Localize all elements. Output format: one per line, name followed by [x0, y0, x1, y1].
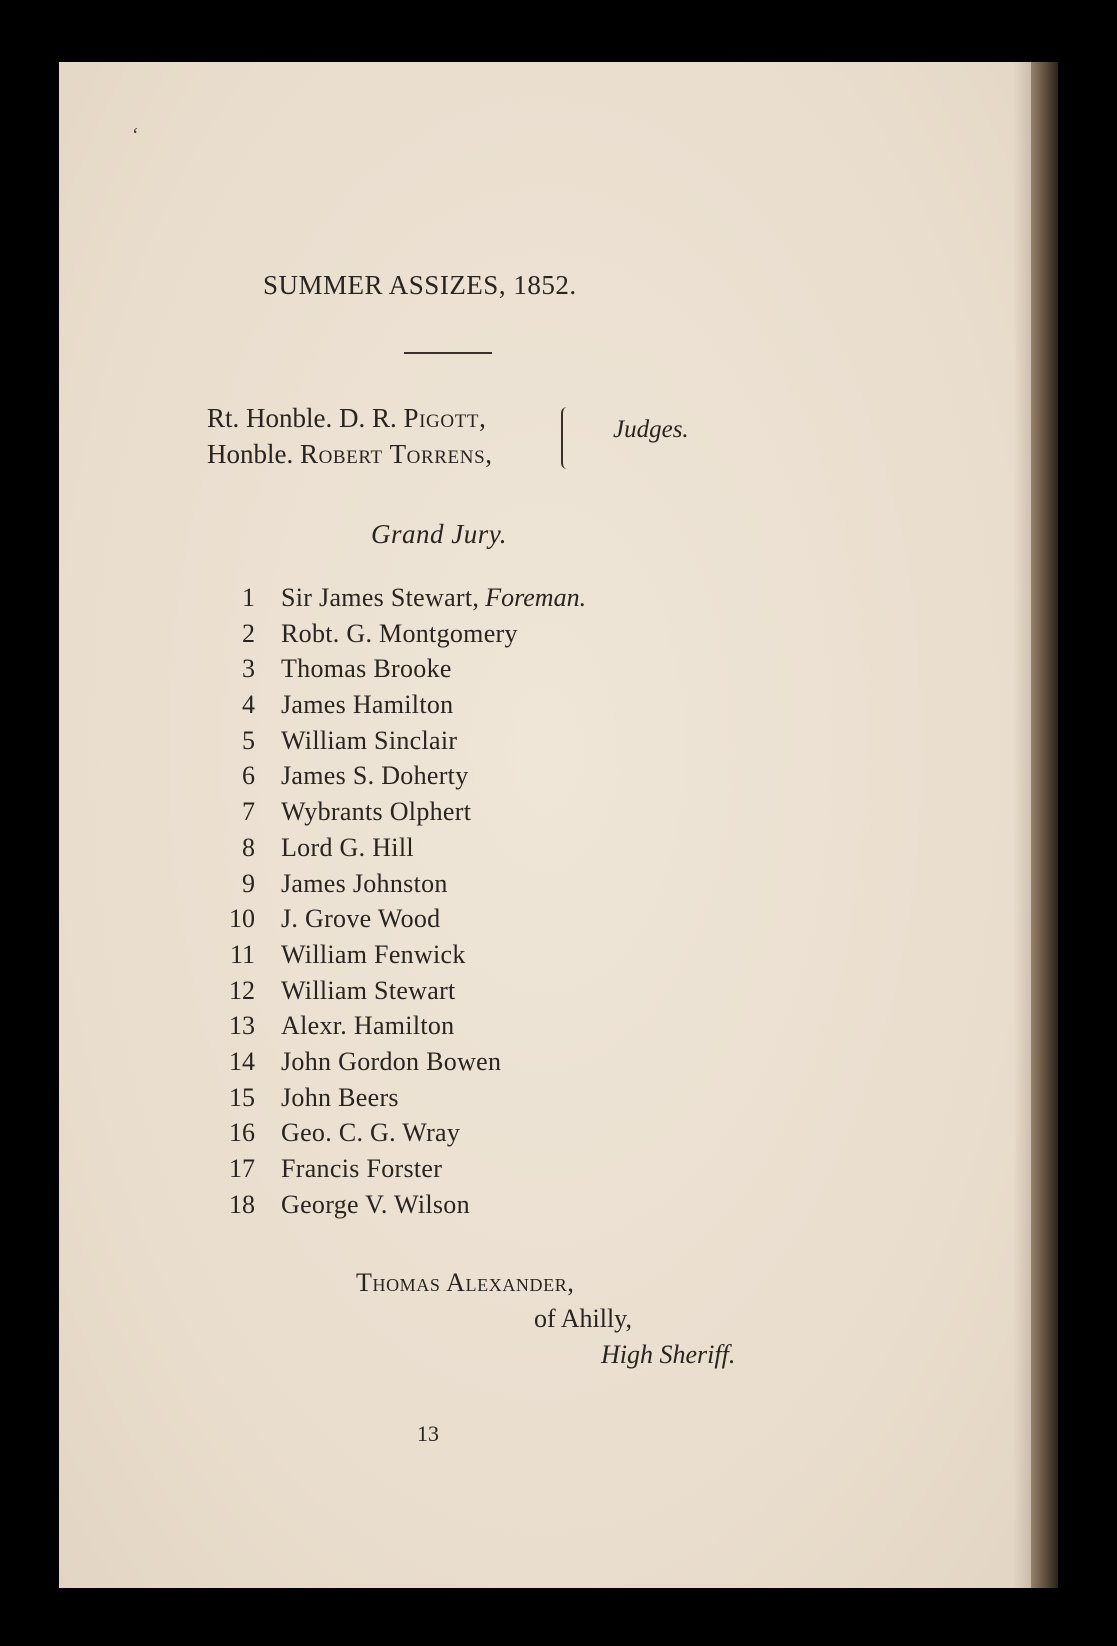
judges-brace	[561, 407, 575, 469]
judge-2	[207, 436, 493, 472]
list-item	[219, 1118, 586, 1154]
page-number: 13	[417, 1421, 439, 1446]
page-title: SUMMER ASSIZES, 1852.	[263, 270, 577, 300]
juror-name: John Gordon Bowen	[281, 1046, 502, 1076]
juror-number: 13	[229, 1011, 255, 1041]
sheriff-place: of Ahilly,	[534, 1304, 632, 1333]
judge-2-name: Robert Torrens,	[299, 439, 493, 469]
juror-number: 18	[229, 1189, 255, 1219]
juror-name: Wybrants Olphert	[281, 797, 472, 827]
list-item	[219, 1190, 586, 1226]
list-item	[219, 904, 586, 940]
juror-name: Robt. G. Montgomery	[281, 618, 518, 648]
juror-name: William Sinclair	[281, 725, 458, 755]
list-item	[219, 1083, 586, 1119]
juror-number: 11	[229, 939, 255, 969]
divider-rule	[404, 352, 492, 354]
juror-name: James Hamilton	[281, 690, 454, 720]
juror-number: 17	[229, 1154, 255, 1183]
sheriff-title: High Sheriff.	[601, 1340, 736, 1369]
list-item	[219, 1011, 586, 1047]
sheriff-name: Thomas Alexander,	[356, 1268, 575, 1297]
list-item	[219, 1154, 586, 1190]
list-item	[219, 940, 586, 976]
juror-number: 9	[242, 868, 255, 898]
juror-name: James Johnston	[281, 868, 448, 898]
juror-number: 1	[242, 583, 255, 612]
juror-name: Thomas Brooke	[281, 654, 452, 684]
juror-name: William Stewart	[281, 975, 456, 1005]
juror-number: 15	[229, 1082, 255, 1112]
ink-mark: ʻ	[131, 124, 138, 146]
juror-name: Geo. C. G. Wray	[281, 1118, 461, 1148]
juror-name: George V. Wilson	[281, 1189, 470, 1219]
juror-number: 7	[242, 797, 255, 827]
judges-label: Judges.	[613, 416, 689, 443]
list-item	[219, 761, 586, 797]
list-item	[219, 869, 586, 905]
grand-jury-list	[219, 583, 586, 1225]
juror-name: William Fenwick	[281, 939, 466, 969]
list-item	[219, 690, 586, 726]
juror-name: Francis Forster	[281, 1154, 443, 1183]
juror-number: 4	[242, 690, 255, 720]
juror-role: Foreman.	[485, 583, 587, 612]
list-item	[219, 619, 586, 655]
juror-number: 14	[229, 1046, 255, 1076]
list-item	[219, 976, 586, 1012]
juror-number: 6	[242, 761, 255, 791]
juror-name: John Beers	[281, 1082, 399, 1112]
judge-1-name: Pigott,	[403, 403, 487, 433]
grand-jury-heading: Grand Jury.	[371, 519, 507, 549]
judge-1	[207, 400, 493, 436]
judges-block	[207, 400, 493, 472]
juror-name: Sir James Stewart,	[281, 583, 480, 612]
list-item	[219, 1047, 586, 1083]
juror-name: Lord G. Hill	[281, 832, 414, 862]
judge-1-title: Rt. Honble. D. R.	[207, 403, 404, 433]
juror-number: 16	[229, 1118, 255, 1148]
list-item	[219, 726, 586, 762]
juror-number: 10	[229, 904, 255, 934]
juror-number: 5	[242, 725, 255, 755]
juror-number: 3	[242, 654, 255, 684]
juror-name: James S. Doherty	[281, 761, 469, 791]
book-page	[59, 62, 1031, 1588]
list-item	[219, 583, 586, 619]
judge-2-title: Honble.	[207, 439, 300, 469]
list-item	[219, 833, 586, 869]
juror-name: J. Grove Wood	[281, 904, 441, 934]
list-item	[219, 797, 586, 833]
juror-number: 12	[229, 975, 255, 1005]
juror-number: 2	[242, 618, 255, 648]
list-item	[219, 654, 586, 690]
juror-name: Alexr. Hamilton	[281, 1011, 455, 1041]
juror-number: 8	[242, 832, 255, 862]
